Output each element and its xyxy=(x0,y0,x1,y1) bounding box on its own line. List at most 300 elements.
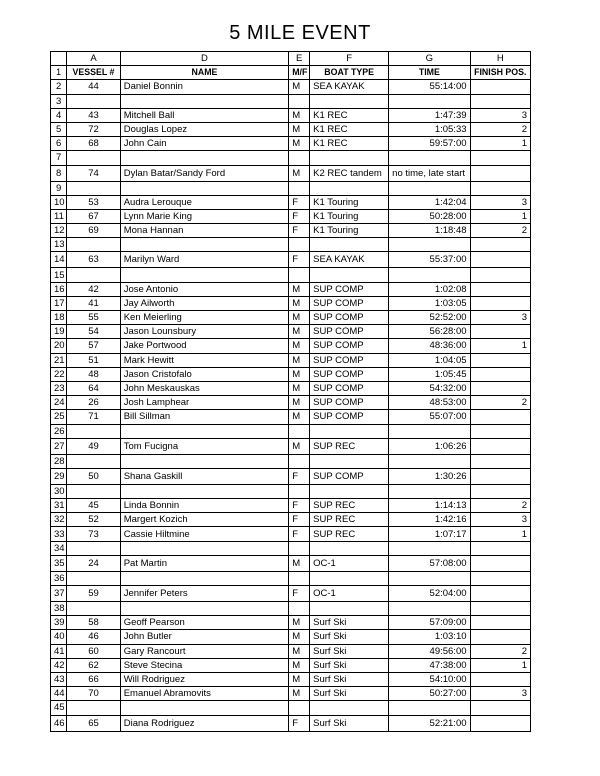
time-cell: 1:05:45 xyxy=(389,367,470,381)
mf-cell: M xyxy=(289,296,310,310)
finish-pos-cell: 3 xyxy=(470,195,530,209)
row-number: 27 xyxy=(51,438,67,454)
row-number: 32 xyxy=(51,513,67,527)
row-number: 13 xyxy=(51,238,67,252)
table-row xyxy=(51,630,531,644)
row-number: 36 xyxy=(51,571,67,585)
mf-cell: M xyxy=(289,282,310,296)
finish-pos-cell: 1 xyxy=(470,658,530,672)
boat-type-cell xyxy=(310,181,389,195)
name-cell: Daniel Bonnin xyxy=(120,80,289,94)
vessel-cell: 50 xyxy=(67,468,120,484)
vessel-cell: 51 xyxy=(67,353,120,367)
table-row xyxy=(51,165,531,181)
mf-cell xyxy=(289,424,310,438)
table-row xyxy=(51,252,531,268)
row-number: 22 xyxy=(51,367,67,381)
time-cell: 1:42:04 xyxy=(389,195,470,209)
table-row xyxy=(51,541,531,555)
mf-cell: M xyxy=(289,80,310,94)
vessel-cell: 62 xyxy=(67,658,120,672)
mf-cell: M xyxy=(289,644,310,658)
column-letter: G xyxy=(389,52,470,66)
row-number: 41 xyxy=(51,644,67,658)
table-row xyxy=(51,586,531,602)
finish-pos-cell xyxy=(470,282,530,296)
name-cell: Margert Kozich xyxy=(120,513,289,527)
row-number: 19 xyxy=(51,325,67,339)
table-row xyxy=(51,644,531,658)
time-cell xyxy=(389,454,470,468)
name-cell: Jay Ailworth xyxy=(120,296,289,310)
mf-cell: F xyxy=(289,527,310,541)
time-cell: 48:53:00 xyxy=(389,396,470,410)
boat-type-cell: SUP COMP xyxy=(310,468,389,484)
time-cell: 1:47:39 xyxy=(389,108,470,122)
row-number: 9 xyxy=(51,181,67,195)
finish-pos-cell xyxy=(470,353,530,367)
name-cell: Geoff Pearson xyxy=(120,616,289,630)
finish-pos-cell xyxy=(470,80,530,94)
time-cell: 1:42:16 xyxy=(389,513,470,527)
finish-pos-cell: 2 xyxy=(470,396,530,410)
column-letter: A xyxy=(67,52,120,66)
row-number: 34 xyxy=(51,541,67,555)
finish-pos-cell xyxy=(470,410,530,424)
table-row xyxy=(51,209,531,223)
mf-cell: F xyxy=(289,715,310,731)
finish-pos-cell: 3 xyxy=(470,687,530,701)
row-number: 4 xyxy=(51,108,67,122)
table-row xyxy=(51,339,531,353)
time-cell: 50:27:00 xyxy=(389,687,470,701)
mf-cell: M xyxy=(289,438,310,454)
finish-pos-cell xyxy=(470,630,530,644)
name-cell xyxy=(120,424,289,438)
column-letter: D xyxy=(120,52,289,66)
mf-cell xyxy=(289,701,310,715)
mf-cell: F xyxy=(289,195,310,209)
boat-type-cell: K1 Touring xyxy=(310,195,389,209)
finish-pos-cell xyxy=(470,672,530,686)
boat-type-cell: SUP REC xyxy=(310,527,389,541)
vessel-cell xyxy=(67,424,120,438)
finish-pos-cell xyxy=(470,165,530,181)
row-number: 33 xyxy=(51,527,67,541)
mf-cell xyxy=(289,484,310,498)
time-cell xyxy=(389,94,470,108)
finish-pos-cell xyxy=(470,454,530,468)
name-cell xyxy=(120,454,289,468)
column-letter: F xyxy=(310,52,389,66)
table-row xyxy=(51,367,531,381)
row-number: 18 xyxy=(51,311,67,325)
vessel-cell: 73 xyxy=(67,527,120,541)
name-cell: Audra Lerouque xyxy=(120,195,289,209)
finish-pos-cell xyxy=(470,468,530,484)
vessel-cell xyxy=(67,541,120,555)
table-row xyxy=(51,438,531,454)
name-cell: Gary Rancourt xyxy=(120,644,289,658)
time-cell: 1:18:48 xyxy=(389,224,470,238)
name-cell: Tom Fucigna xyxy=(120,438,289,454)
boat-type-cell xyxy=(310,701,389,715)
finish-pos-cell: 2 xyxy=(470,224,530,238)
time-cell: 57:08:00 xyxy=(389,555,470,571)
vessel-cell: 52 xyxy=(67,513,120,527)
time-cell: 48:36:00 xyxy=(389,339,470,353)
finish-pos-cell: 1 xyxy=(470,137,530,151)
vessel-cell: 67 xyxy=(67,209,120,223)
mf-cell xyxy=(289,541,310,555)
results-table xyxy=(50,51,531,732)
boat-type-cell xyxy=(310,571,389,585)
mf-cell: M xyxy=(289,396,310,410)
time-cell: 52:52:00 xyxy=(389,311,470,325)
vessel-cell: 43 xyxy=(67,108,120,122)
boat-type-cell: Surf Ski xyxy=(310,630,389,644)
mf-cell: M xyxy=(289,687,310,701)
column-letter: H xyxy=(470,52,530,66)
vessel-cell xyxy=(67,151,120,165)
vessel-cell: 53 xyxy=(67,195,120,209)
time-cell: 54:10:00 xyxy=(389,672,470,686)
time-cell: 1:06:26 xyxy=(389,438,470,454)
row-number: 14 xyxy=(51,252,67,268)
vessel-cell: 44 xyxy=(67,80,120,94)
finish-pos-cell xyxy=(470,616,530,630)
finish-pos-cell: 3 xyxy=(470,513,530,527)
time-cell xyxy=(389,571,470,585)
finish-pos-cell xyxy=(470,701,530,715)
mf-cell: M xyxy=(289,555,310,571)
boat-type-cell xyxy=(310,602,389,616)
finish-pos-cell xyxy=(470,268,530,282)
time-cell: 56:28:00 xyxy=(389,325,470,339)
finish-pos-cell: 2 xyxy=(470,122,530,136)
name-cell: Ken Meierling xyxy=(120,311,289,325)
mf-cell: M xyxy=(289,381,310,395)
name-cell xyxy=(120,238,289,252)
name-header: NAME xyxy=(120,66,289,80)
row-number: 5 xyxy=(51,122,67,136)
name-cell: Emanuel Abramovits xyxy=(120,687,289,701)
vessel-cell: 59 xyxy=(67,586,120,602)
boat-type-cell: SUP COMP xyxy=(310,396,389,410)
time-cell: 47:38:00 xyxy=(389,658,470,672)
vessel-cell: 60 xyxy=(67,644,120,658)
name-cell xyxy=(120,484,289,498)
column-letter-row xyxy=(51,52,531,66)
table-row xyxy=(51,468,531,484)
name-cell: Steve Stecina xyxy=(120,658,289,672)
mf-cell xyxy=(289,268,310,282)
time-cell xyxy=(389,701,470,715)
boat-type-cell: K1 Touring xyxy=(310,224,389,238)
name-cell xyxy=(120,541,289,555)
boat-type-cell: SUP COMP xyxy=(310,325,389,339)
mf-cell: M xyxy=(289,325,310,339)
finish-pos-cell xyxy=(470,151,530,165)
vessel-cell: 46 xyxy=(67,630,120,644)
name-cell: Jose Antonio xyxy=(120,282,289,296)
row-number: 28 xyxy=(51,454,67,468)
time-cell: 52:21:00 xyxy=(389,715,470,731)
row-number: 40 xyxy=(51,630,67,644)
table-row xyxy=(51,122,531,136)
table-row xyxy=(51,296,531,310)
mf-cell: M xyxy=(289,410,310,424)
row-number: 38 xyxy=(51,602,67,616)
time-cell: 59:57:00 xyxy=(389,137,470,151)
mf-cell: F xyxy=(289,586,310,602)
boat-type-cell xyxy=(310,484,389,498)
mf-cell: F xyxy=(289,499,310,513)
page-title: 5 MILE EVENT xyxy=(229,22,371,44)
boat-type-cell: K1 REC xyxy=(310,137,389,151)
finish-pos-cell: 1 xyxy=(470,209,530,223)
vessel-cell: 24 xyxy=(67,555,120,571)
finish-pos-cell xyxy=(470,424,530,438)
boat-type-cell: SUP COMP xyxy=(310,339,389,353)
table-row xyxy=(51,137,531,151)
table-row xyxy=(51,181,531,195)
time-cell: 49:56:00 xyxy=(389,644,470,658)
boat-type-cell xyxy=(310,454,389,468)
finish-pos-cell xyxy=(470,296,530,310)
vessel-cell xyxy=(67,268,120,282)
time-cell xyxy=(389,424,470,438)
time-cell: 54:32:00 xyxy=(389,381,470,395)
table-row xyxy=(51,602,531,616)
name-cell xyxy=(120,94,289,108)
time-header: TIME xyxy=(389,66,470,80)
vessel-cell: 69 xyxy=(67,224,120,238)
time-cell: 57:09:00 xyxy=(389,616,470,630)
boat-type-cell: SUP REC xyxy=(310,499,389,513)
row-number: 43 xyxy=(51,672,67,686)
name-cell: Josh Lamphear xyxy=(120,396,289,410)
row-number: 21 xyxy=(51,353,67,367)
row-number: 15 xyxy=(51,268,67,282)
boat-type-cell: SUP COMP xyxy=(310,311,389,325)
mf-cell: M xyxy=(289,108,310,122)
mf-cell xyxy=(289,94,310,108)
mf-cell: F xyxy=(289,513,310,527)
mf-cell: M xyxy=(289,122,310,136)
table-row xyxy=(51,80,531,94)
name-cell: Bill Sillman xyxy=(120,410,289,424)
vessel-cell: 65 xyxy=(67,715,120,731)
finish-pos-cell xyxy=(470,541,530,555)
table-row xyxy=(51,151,531,165)
vessel-cell xyxy=(67,238,120,252)
mf-header: M/F xyxy=(289,66,310,80)
table-row xyxy=(51,282,531,296)
vessel-cell xyxy=(67,454,120,468)
mf-cell: F xyxy=(289,209,310,223)
table-row xyxy=(51,454,531,468)
time-cell: no time, late start xyxy=(389,165,470,181)
finish-pos-cell: 2 xyxy=(470,499,530,513)
table-row xyxy=(51,715,531,731)
table-row xyxy=(51,571,531,585)
time-cell: 1:04:05 xyxy=(389,353,470,367)
boat-type-cell: SUP COMP xyxy=(310,282,389,296)
finish-pos-cell xyxy=(470,94,530,108)
boat-type-cell: Surf Ski xyxy=(310,658,389,672)
vessel-cell xyxy=(67,571,120,585)
name-cell: John Cain xyxy=(120,137,289,151)
finish-pos-cell xyxy=(470,586,530,602)
row-number: 6 xyxy=(51,137,67,151)
table-row xyxy=(51,499,531,513)
row-number: 30 xyxy=(51,484,67,498)
row-number: 20 xyxy=(51,339,67,353)
time-cell: 1:02:08 xyxy=(389,282,470,296)
finish-pos-header: FINISH POS. xyxy=(470,66,530,80)
boat-type-cell: OC-1 xyxy=(310,555,389,571)
finish-pos-cell xyxy=(470,715,530,731)
boat-type-cell xyxy=(310,424,389,438)
row-number: 23 xyxy=(51,381,67,395)
name-cell xyxy=(120,151,289,165)
vessel-cell: 68 xyxy=(67,137,120,151)
mf-cell: M xyxy=(289,137,310,151)
table-row xyxy=(51,484,531,498)
mf-cell: M xyxy=(289,630,310,644)
time-cell: 55:37:00 xyxy=(389,252,470,268)
row-number: 25 xyxy=(51,410,67,424)
vessel-cell xyxy=(67,181,120,195)
table-row xyxy=(51,195,531,209)
time-cell: 55:14:00 xyxy=(389,80,470,94)
boat-type-cell: K1 REC xyxy=(310,122,389,136)
finish-pos-cell: 1 xyxy=(470,339,530,353)
time-cell: 1:30:26 xyxy=(389,468,470,484)
vessel-cell: 26 xyxy=(67,396,120,410)
time-cell xyxy=(389,484,470,498)
row-number: 3 xyxy=(51,94,67,108)
name-cell xyxy=(120,701,289,715)
name-cell xyxy=(120,268,289,282)
mf-cell: M xyxy=(289,165,310,181)
finish-pos-cell xyxy=(470,252,530,268)
finish-pos-cell xyxy=(470,238,530,252)
row-number: 8 xyxy=(51,165,67,181)
mf-cell: F xyxy=(289,468,310,484)
time-cell xyxy=(389,541,470,555)
name-cell: John Meskauskas xyxy=(120,381,289,395)
vessel-cell: 71 xyxy=(67,410,120,424)
mf-cell: M xyxy=(289,339,310,353)
finish-pos-cell xyxy=(470,181,530,195)
table-row xyxy=(51,424,531,438)
finish-pos-cell: 1 xyxy=(470,527,530,541)
row-number: 26 xyxy=(51,424,67,438)
row-number: 37 xyxy=(51,586,67,602)
table-row xyxy=(51,381,531,395)
vessel-cell: 70 xyxy=(67,687,120,701)
mf-cell: M xyxy=(289,367,310,381)
finish-pos-cell: 3 xyxy=(470,311,530,325)
finish-pos-cell xyxy=(470,484,530,498)
table-row xyxy=(51,268,531,282)
row-number: 45 xyxy=(51,701,67,715)
name-cell xyxy=(120,602,289,616)
corner-cell xyxy=(51,52,67,66)
vessel-cell xyxy=(67,94,120,108)
vessel-cell: 74 xyxy=(67,165,120,181)
boat-type-cell xyxy=(310,94,389,108)
row-number: 2 xyxy=(51,80,67,94)
row-number: 46 xyxy=(51,715,67,731)
row-number: 39 xyxy=(51,616,67,630)
boat-type-cell xyxy=(310,238,389,252)
table-row xyxy=(51,311,531,325)
vessel-cell: 42 xyxy=(67,282,120,296)
boat-type-cell: K2 REC tandem xyxy=(310,165,389,181)
table-row xyxy=(51,658,531,672)
name-cell: Cassie Hiltmine xyxy=(120,527,289,541)
row-number: 42 xyxy=(51,658,67,672)
name-cell: Jason Cristofalo xyxy=(120,367,289,381)
column-letter: E xyxy=(289,52,310,66)
row-number: 31 xyxy=(51,499,67,513)
boat-type-cell: SUP COMP xyxy=(310,367,389,381)
name-cell: Pat Martin xyxy=(120,555,289,571)
vessel-header: VESSEL # xyxy=(67,66,120,80)
row-number: 35 xyxy=(51,555,67,571)
table-row xyxy=(51,325,531,339)
boat-type-cell: Surf Ski xyxy=(310,687,389,701)
vessel-cell xyxy=(67,701,120,715)
row-number: 44 xyxy=(51,687,67,701)
time-cell: 1:05:33 xyxy=(389,122,470,136)
boat-type-cell: SUP REC xyxy=(310,438,389,454)
name-cell: Jake Portwood xyxy=(120,339,289,353)
finish-pos-cell: 3 xyxy=(470,108,530,122)
finish-pos-cell: 2 xyxy=(470,644,530,658)
row-number: 24 xyxy=(51,396,67,410)
table-row xyxy=(51,353,531,367)
boat-type-cell xyxy=(310,268,389,282)
vessel-cell: 49 xyxy=(67,438,120,454)
boat-type-cell: SUP COMP xyxy=(310,353,389,367)
row-number: 1 xyxy=(51,66,67,80)
time-cell xyxy=(389,181,470,195)
finish-pos-cell xyxy=(470,367,530,381)
row-number: 29 xyxy=(51,468,67,484)
vessel-cell: 54 xyxy=(67,325,120,339)
time-cell: 50:28:00 xyxy=(389,209,470,223)
boat-type-cell: SUP REC xyxy=(310,513,389,527)
mf-cell xyxy=(289,602,310,616)
name-cell: Diana Rodriguez xyxy=(120,715,289,731)
row-number: 12 xyxy=(51,224,67,238)
mf-cell: M xyxy=(289,616,310,630)
vessel-cell: 55 xyxy=(67,311,120,325)
vessel-cell: 58 xyxy=(67,616,120,630)
table-row xyxy=(51,108,531,122)
time-cell xyxy=(389,151,470,165)
mf-cell: M xyxy=(289,658,310,672)
row-number: 17 xyxy=(51,296,67,310)
time-cell xyxy=(389,238,470,252)
row-number: 10 xyxy=(51,195,67,209)
boat-type-cell: K1 REC xyxy=(310,108,389,122)
boat-type-cell: Surf Ski xyxy=(310,644,389,658)
